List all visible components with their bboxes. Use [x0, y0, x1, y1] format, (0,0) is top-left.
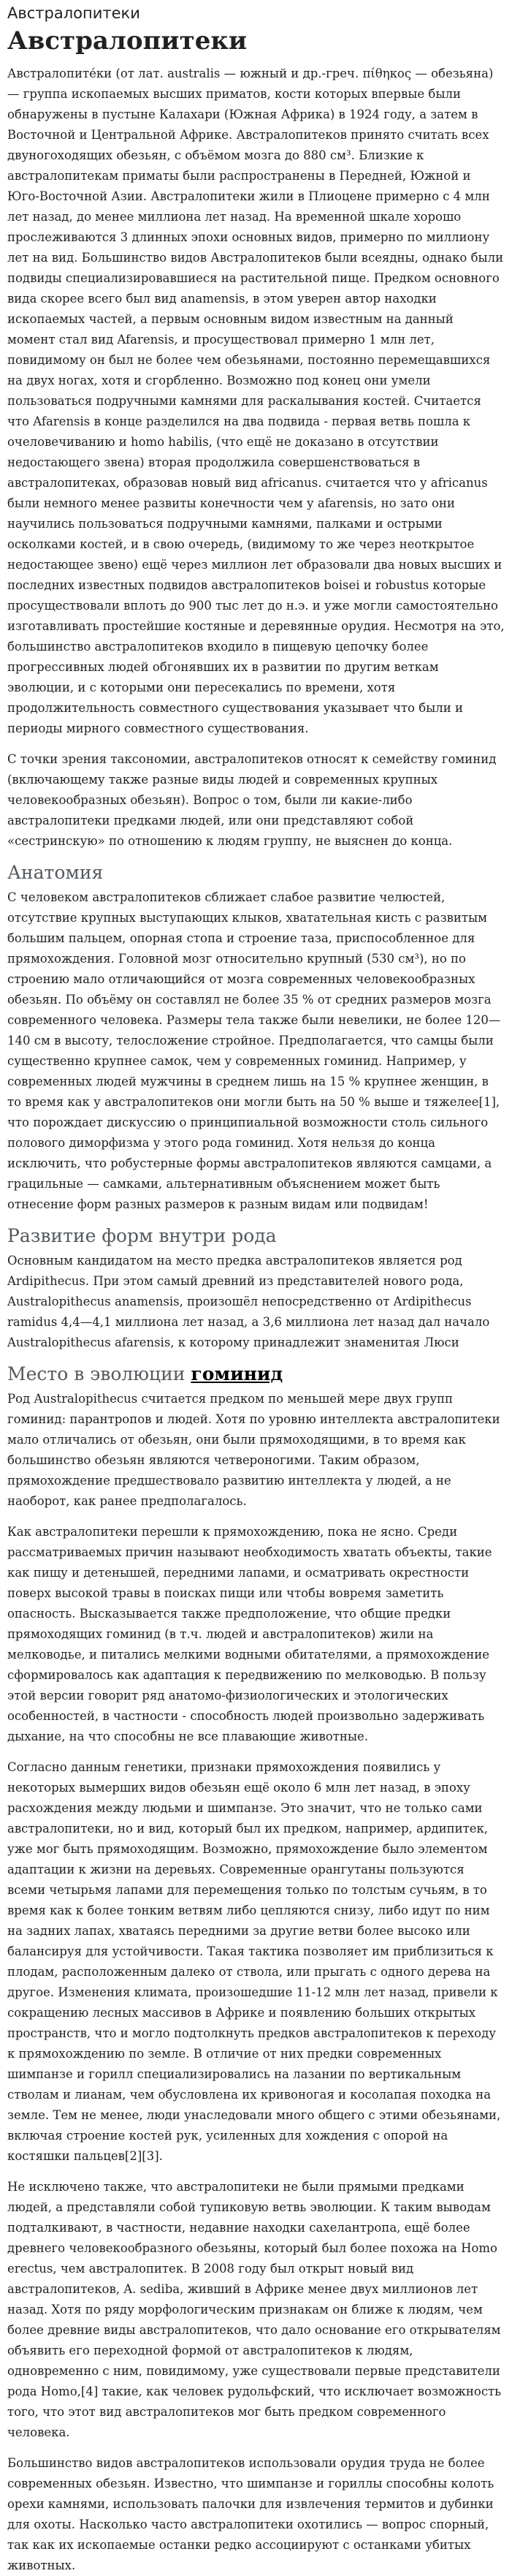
development-paragraph-1: Основным кандидатом на место предка австралопитеков является род Ardipithecus. При этом самый древний из представителей нового рода, Australopithecus anamensis, произошёл непосредственно от Ardipithecus ramidus 4,4—4,1 миллиона лет назад, а 3,6 миллиона лет назад дал начало Australopithecus afarensis, к которому принадлежит знаменитая Люси: [7, 1254, 490, 1350]
anatomy-paragraph-1: С человеком австралопитеков сближает слабое развитие челюстей, отсутствие крупных выступающих клыков, хватательная кисть с развитым большим пальцем, опорная стопа и строение таза, приспособленное для прямохождения. Головной мозг относительно крупный (530 см³), но по строению мало отличающийся от мозга современных человекообразных обезьян. По объёму он составлял не более 35 % от средних размеров мозга современного человека. Размеры тела также были невелики, не более 120—140 см в высоту, телосложение стройное. Предполагается, что самцы были существенно крупнее самок, чем у современных гоминид. Например, у современных людей мужчины в среднем лишь на 15 % крупнее женщин, в то время как у австралопитеков они могли быть на 50 % выше и тяжелее[1], что порождает дискуссию о принципиальной возможности столь сильного полового диморфизма у этого рода гоминид. Хотя нельзя до конца исключить, что робустерные формы австралопитеков являются самцами, а грацильные — самками, альтернативным объяснением может быть отнесение форм разных размеров к разным видам или подвидам!: [7, 890, 501, 1212]
evolution-paragraph-3: Согласно данным генетики, признаки прямохождения появились у некоторых вымерших видов обезьян ещё около 6 млн лет назад, в эпоху расхождения между людьми и шимпанзе. Это значит, что не только сами австралопитеки, но и вид, который был их предком, например, ардипитек, уже мог быть прямоходящим. Возможно, прямохождение было элементом адаптации к жизни на деревьях. Современные орангутаны пользуются всеми четырьмя лапами для перемещения только по толстым сучьям, в то время как к более тонким ветвям либо цепляются снизу, либо идут по ним на задних лапах, хватаясь передними за другие ветви более высоко или балансируя для устойчивости. Такая тактика позволяет им приблизиться к плодам, расположенным далеко от ствола, или прыгать с одного дерева на другое. Изменения климата, произошедшие 11-12 млн лет назад, привели к сокращению лесных массивов в Африке и появлению больших открытых пространств, что и могло подтолкнуть предков австралопитеков к переходу к прямохождению по земле. В отличие от них предки современных шимпанзе и горилл специализировались на лазании по вертикальным стволам и лианам, чем обусловлена их кривоногая и косолапая походка на земле. Тем не менее, люди унаследовали много общего с этими обезьянами, включая строение костей рук, усиленных для хождения с опорой на костяшки пальцев[2][3].: [7, 1760, 501, 2164]
section-heading-evolution: [7, 1363, 505, 1384]
section-heading-evolution-text: Место в эволюции: [7, 1363, 191, 1385]
evolution-paragraph-1: Род Australopithecus считается предком по меньшей мере двух групп гоминид: парантропов и людей. Хотя по уровню интеллекта австралопитеки мало отличались от обезьян, они были прямоходящими, в то время как большинство обезьян являются четвероногими. Таким образом, прямохождение предшествовало развитию интеллекта у людей, а не наоборот, как ранее предполагалось.: [7, 1392, 500, 1509]
article-title: Австралопитеки: [7, 26, 248, 56]
section-heading-anatomy: Анатомия: [7, 862, 104, 884]
evolution-paragraph-5: Большинство видов австралопитеков использовали орудия труда не более современных обезьян. Известно, что шимпанзе и гориллы способны колоть орехи камнями, использовать палочки для извлечения термитов и дубинки для охоты. Насколько часто австралопитеки охотились — вопрос спорный, так как их ископаемые останки редко ассоциируют с останками убитых животных.: [7, 2456, 494, 2573]
evolution-paragraph-4: Не исключено также, что австралопитеки не были прямыми предками людей, а представляли собой тупиковую ветвь эволюции. К таким выводам подталкивают, в частности, недавние находки сахелантропа, ещё более древнего человекообразного обезьяны, который был более похожа на Homo erectus, чем австралопитек. В 2008 году был открыт новый вид австралопитеков, A. sediba, живший в Африке менее двух миллионов лет назад. Хотя по ряду морфологическим признакам он ближе к людям, чем более древние виды австралопитеков, что дало основание его открывателям объявить его переходной формой от австралопитеков к людям, одновременно с ним, повидимому, уже существовали первые представители рода Homo,[4] такие, как человек рудольфский, что исключает возможность того, что этот вид австралопитеков мог быть предком современного человека.: [7, 2180, 502, 2440]
evolution-paragraph-2: Как австралопитеки перешли к прямохождению, пока не ясно. Среди рассматриваемых причин называют необходимость хватать объекты, такие как пищу и детенышей, передними лапами, и осматривать окрестности поверх высокой травы в поисках пищи или чтобы вовремя заметить опасность. Высказывается также предположение, что общие предки прямоходящих гоминид (в т.ч. людей и австралопитеков) жили на мелководье, и питались мелкими водными обитателями, а прямохождение сформировалось как адаптация к передвижению по мелководью. В пользу этой версии говорит ряд анатомо-физиологических и этологических особенностей, в частности - способность людей произвольно задерживать дыхание, на что способны не все плавающие животные.: [7, 1525, 492, 1744]
header-title: Австралопитеки: [7, 4, 140, 22]
section-heading-evolution-link[interactable]: гоминид: [191, 1363, 283, 1385]
section-heading-development: Развитие форм внутри рода: [7, 1225, 277, 1247]
intro-paragraph-1: Австралопите́ки (от лат. australis — южный и др.-греч. πίθηκος — обезьяна) — группа ископаемых высших приматов, кости которых впервые были обнаружены в пустыне Калахари (Южная Африка) в 1924 году, а затем в Восточной и Центральной Африке. Австралопитеков принято считать всех двуногоходящих обезьян, с объёмом мозга до 880 см³. Близкие к австралопитекам приматы были распространены в Передней, Южной и Юго-Восточной Азии. Австралопитеки жили в Плиоцене примерно с 4 млн лет назад, до менее миллиона лет назад. На временной шкале хорошо прослеживаются 3 длинных эпохи основных видов, примерно по миллиону лет на вид. Большинство видов Австралопитеков были всеядны, однако были подвиды специализировавшиеся на растительной пище. Предком основного вида скорее всего был вид anamensis, в этом уверен автор находки ископаемых частей, а первым основным видом известным на данный момент стал вид Afarensis, и просуществовал примерно 1 млн лет, повидимому он был не более чем обезьянами, постоянно перемещавшихся на двух ногах, хотя и сгорбленно. Возможно под конец они умели пользоваться подручными камнями для раскалывания костей. Считается что Afarensis в конце разделился на два подвида - первая ветвь пошла к очеловечиванию и homo habilis, (что ещё не доказано в отсутствии недостающего звена) вторая продолжила совершенствоваться в австралопитеках, образовав новый вид africanus. считается что у africanus были немного менее развиты конечности чем у afarensis, но зато они научились пользоваться подручными камнями, палками и острыми осколками костей, и в свою очередь, (видимому то же через неоткрытое недостающее звено) ещё через миллион лет образовали два новых высших и последних известных подвидов австралопитеков boisei и robustus которые просуществовали вплоть до 900 тыс лет до н.э. и уже могли самостоятельно изготавливать простейшие костяные и деревянные орудия. Несмотря на это, большинство австралопитеков входило в пищевую цепочку более прогрессивных людей обгонявших их в развитии по другим веткам эволюции, и с которыми они пересекались по времени, хотя продолжительность совместного существования указывает что были и периоды мирного совместного существования.: [7, 67, 505, 736]
intro-paragraph-2: С точки зрения таксономии, австралопитеков относят к семейству гоминид (включающему также разные виды людей и современных крупных человекообразных обезьян). Вопрос о том, были ли какие-либо австралопитеки предками людей, или они представляют собой «сестринскую» по отношению к людям группу, не выяснен до конца.: [7, 752, 497, 849]
